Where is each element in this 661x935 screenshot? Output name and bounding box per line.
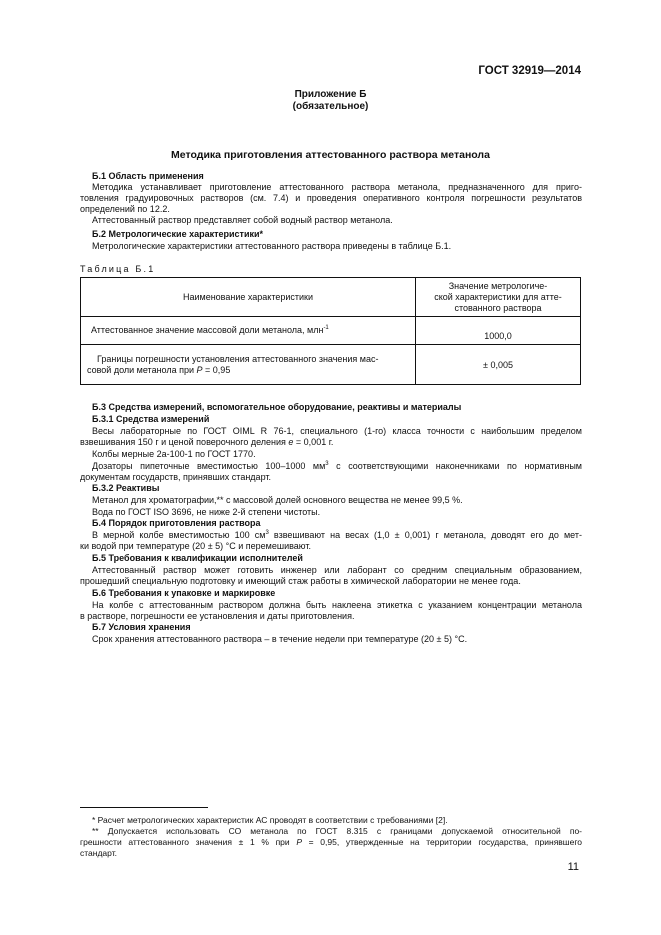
section-b32-heading: Б.3.2 Реактивы [92, 483, 160, 493]
table-row-1-name [81, 317, 416, 345]
footnote-2-line-2-end: = 0,95, утвержденные на территории государства, принявшего [301, 837, 582, 847]
section-b2-heading: Б.2 Метрологические характеристики* [92, 229, 264, 239]
section-b4-heading: Б.4 Порядок приготовления раствора [92, 518, 261, 528]
table-header-value-line-1: Значение метрологиче- [448, 280, 548, 291]
section-b7-heading: Б.7 Условия хранения [92, 622, 191, 632]
section-b32-line-1: Метанол для хроматографии,** с массовой долей основного вещества не менее 99,5 %. [92, 495, 463, 505]
table-row-1-value: 1000,0 [416, 317, 581, 345]
table-row-2-var: Р [196, 364, 203, 375]
section-b31-line-2 [80, 437, 582, 448]
table-row-2-text: совой доли метанола при [87, 364, 197, 375]
section-b31-line-1: Весы лабораторные по ГОСТ OIML R 76-1, специального (1-го) класса точности с наибольшим пределом [92, 426, 582, 436]
section-b31-line-2-end: = 0,001 г. [293, 437, 334, 447]
footnote-2-line-2 [80, 837, 582, 848]
section-b31-line-2-text: взвешивания 150 г и ценой поверочного деления [80, 437, 289, 447]
section-b5-heading: Б.5 Требования к квалификации исполнителей [92, 553, 303, 563]
section-b6-line-1: На колбе с аттестованным раствором должна быть наклеена этикетка с указанием концентрации метанола [92, 600, 582, 610]
section-b4-line-1 [80, 530, 582, 541]
footnote-rule [80, 807, 208, 808]
section-b7-line-1: Срок хранения аттестованного раствора – в течение недели при температуре (20 ± 5) °С. [92, 634, 468, 644]
appendix-title: Приложение Б [294, 89, 367, 100]
table-header-value-line-2: ской характеристики для атте- [434, 291, 562, 302]
footnote-1: * Расчет метрологических характеристик АС проводят в соответствии с требованиями [2]. [92, 815, 448, 825]
section-b32-line-2: Вода по ГОСТ ISO 3696, не ниже 2-й степени чистоты. [92, 507, 321, 517]
page-number: 11 [567, 861, 579, 873]
table-header-value [416, 278, 581, 317]
section-b1-line-1: Методика устанавливает приготовление аттестованного раствора метанола, предназначенного для приго- [92, 182, 582, 192]
section-b2-line-1: Метрологические характеристики аттестованного раствора приведены в таблице Б.1. [92, 241, 452, 251]
section-b31-line-2-var: е [288, 437, 294, 447]
section-b5-line-1: Аттестованный раствор может готовить инженер или лаборант со средним специальным образованием, [92, 565, 582, 575]
section-b6-line-2: в растворе, погрешности ее установления и даты приготовления. [80, 611, 355, 621]
section-b31-line-4-text: Дозаторы пипеточные вместимостью 100–1000 мм [92, 461, 326, 471]
table-row-1-name-text: Аттестованное значение массовой доли метанола, млн [91, 325, 324, 335]
section-b6-heading: Б.6 Требования к упаковке и маркировке [92, 588, 276, 598]
footnote-2-line-3: стандарт. [80, 848, 118, 858]
footnote-2-line-2-var: Р [296, 837, 302, 847]
table-row-2-value: ± 0,005 [416, 345, 581, 385]
section-b31-line-5: документам государств, принявших стандарт. [80, 472, 271, 482]
section-b4-line-1-end: взвешивают на весах (1,0 ± 0,001) г метанола, доводят его до мет- [268, 530, 583, 540]
table-row-2-text-end: = 0,95 [202, 364, 231, 375]
table-b1 [80, 277, 581, 385]
table-header-name: Наименование характеристики [81, 278, 416, 317]
section-b31-line-3: Колбы мерные 2а-100-1 по ГОСТ 1770. [92, 449, 256, 459]
table-caption: Таблица Б.1 [80, 264, 156, 274]
footnote-2-line-1: ** Допускается использовать СО метанола по ГОСТ 8.315 с границами допускаемой относительной по- [92, 826, 582, 836]
section-b5-line-2: прошедший специальную подготовку и имеющий стаж работы в химической лаборатории не менее года. [80, 576, 521, 586]
section-b4-line-2: ки водой при температуре (20 ± 5) °С и перемешивают. [80, 541, 311, 551]
table-header-row [81, 278, 581, 317]
section-b31-heading: Б.3.1 Средства измерений [92, 414, 210, 424]
table-row-1-name-sup: -1 [323, 325, 329, 331]
table-header-value-line-3: стованного раствора [454, 302, 542, 313]
section-b1-heading: Б.1 Область применения [92, 171, 204, 181]
appendix-status: (обязательное) [292, 101, 369, 112]
document-title: Методика приготовления аттестованного раствора метанола [171, 149, 490, 161]
section-b1-line-4: Аттестованный раствор представляет собой водный раствор метанола. [92, 215, 393, 225]
section-b1-line-2: товления градуировочных растворов (см. 7.4) и проведения оперативного контроля погрешности результатов [80, 193, 582, 203]
table-row-2-name-line-1: Границы погрешности установления аттестованного значения мас- [97, 353, 379, 364]
table-row [81, 317, 581, 345]
section-b4-line-1-sup: 3 [265, 530, 269, 536]
footnote-2-line-2-text: грешности аттестованного значения ± 1 % при [80, 837, 297, 847]
table-row-2-name [81, 345, 416, 385]
section-b4-line-1-text: В мерной колбе вместимостью 100 см [92, 530, 266, 540]
standard-header: ГОСТ 32919—2014 [478, 65, 581, 77]
table-row [81, 345, 581, 385]
section-b31-line-4-end: с соответствующими наконечниками по нормативным [328, 461, 582, 471]
section-b31-line-4 [80, 461, 582, 472]
table-row-2-name-line-2 [87, 365, 409, 376]
section-b1-line-3: определений по 12.2. [80, 204, 170, 214]
section-b3-heading: Б.3 Средства измерений, вспомогательное оборудование, реактивы и материалы [92, 402, 462, 412]
section-b31-line-4-sup: 3 [325, 461, 329, 467]
